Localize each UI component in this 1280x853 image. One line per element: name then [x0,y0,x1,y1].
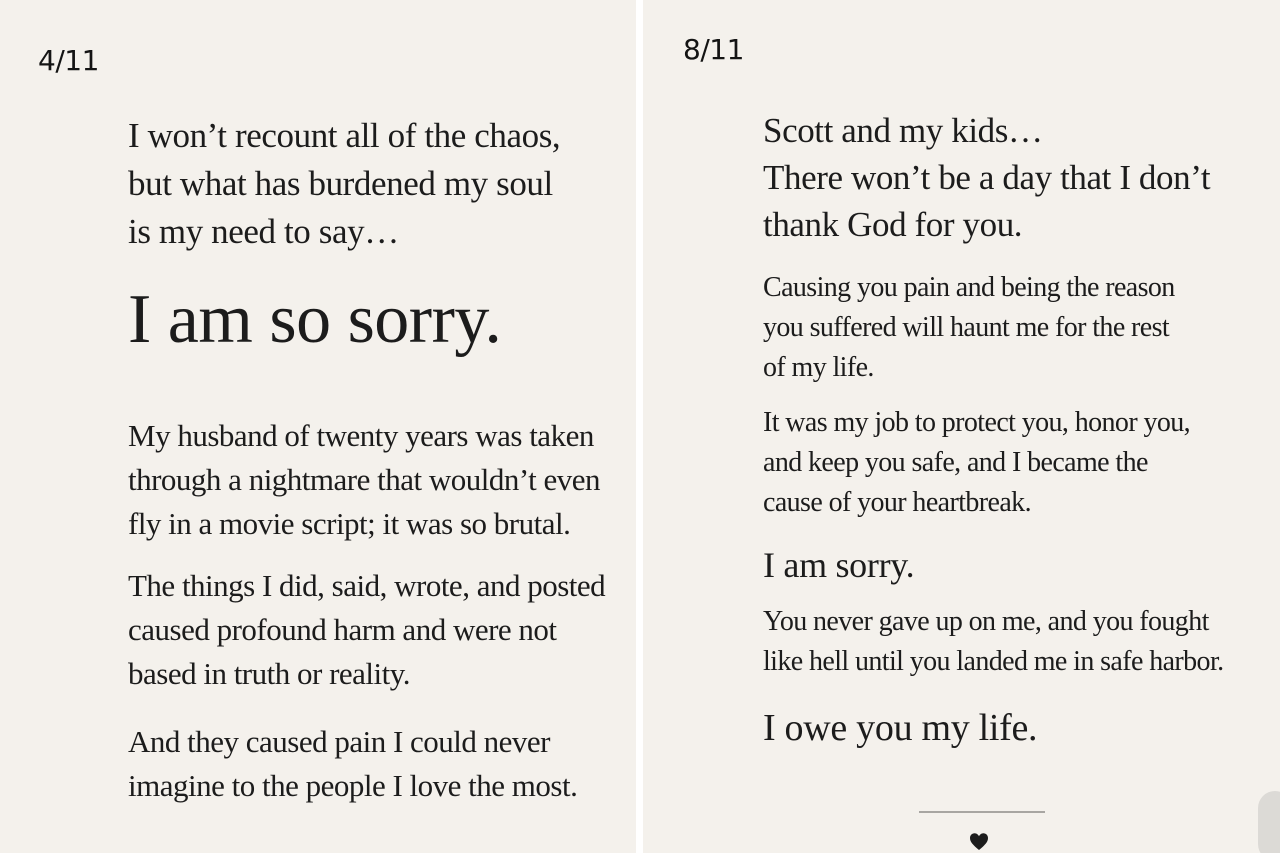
intro-text: I won’t recount all of the chaos, but what has burdened my soul is my need to say… [128,116,561,251]
paragraph: And they caused pain I could never imagine to the people I love the most. [128,724,578,803]
divider [919,811,1045,813]
paragraph: You never gave up on me, and you fought like hell until you landed me in safe harbor. [763,606,1224,677]
paragraph: The things I did, said, wrote, and posted caused profound harm and were not based in truth or reality. [128,568,606,691]
page-counter: 8/11 [683,33,744,66]
page-counter: 4/11 [38,44,99,77]
statement-page-right [643,0,1280,853]
heart-icon [969,832,989,852]
scroll-handle[interactable] [1258,791,1280,853]
intro-text: Scott and my kids… There won’t be a day that I don’t thank God for you. [763,111,1211,244]
emphasis-text: I am sorry. [763,545,915,585]
paragraph: My husband of twenty years was taken through a nightmare that wouldn’t even fly in a movie script; it was so brutal. [128,418,601,541]
closing-line: I owe you my life. [763,707,1038,749]
paragraph: Causing you pain and being the reason you suffered will haunt me for the rest of my life. [763,272,1175,383]
statement-page-left [0,0,636,853]
headline: I am so sorry. [128,281,502,358]
paragraph: It was my job to protect you, honor you, and keep you safe, and I became the cause of your heartbreak. [763,407,1191,518]
